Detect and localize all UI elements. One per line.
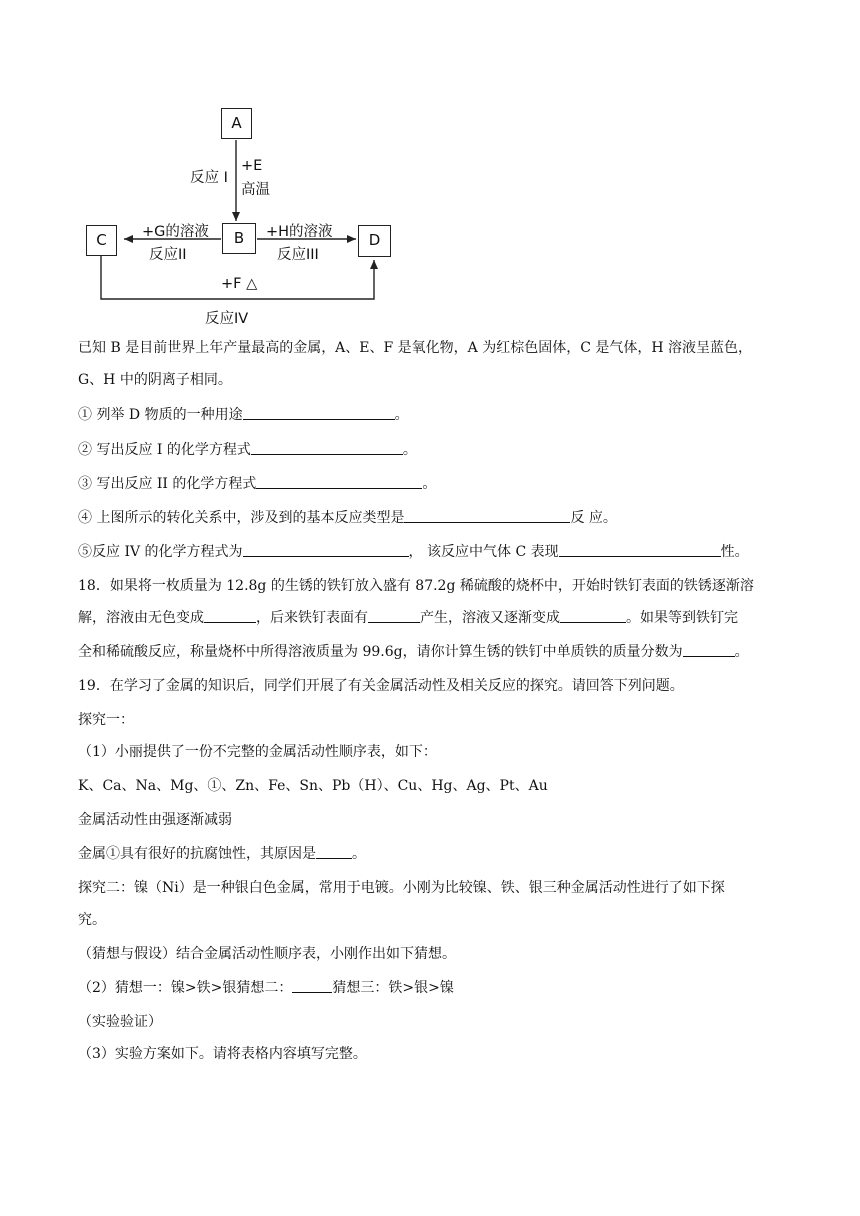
q19-line-5: 金属活动性由强逐渐减弱 [78,812,232,828]
q19-line-3: （1）小丽提供了一份不完整的金属活动性顺序表，如下： [78,744,437,760]
q19-line-11: （实验验证） [78,1014,162,1030]
reaction-3-label: 反应III [277,247,319,263]
node-d: D [358,225,391,257]
q17-item-3-end: 。 [422,476,437,492]
reaction-3-reagent: +H的溶液 [266,224,333,240]
q18-line-2-b: ，后来铁钉表面有 [256,610,368,626]
node-b: B [222,223,256,254]
q19-line-6 [78,844,366,864]
reaction-4-reagent: +F △ [221,276,258,292]
q19-line-10-b: 猜想三：铁>银>镍 [332,980,454,996]
q18-line-2 [78,608,738,628]
q19-line-1: 19．在学习了金属的知识后，同学们开展了有关金属活动性及相关反应的探究。请回答下列问题。 [78,678,684,694]
reaction-1-condition: 高温 [241,182,270,198]
q17-item-1-end: 。 [394,407,409,423]
q19-line-6-b: 。 [352,846,366,862]
reaction-1-label: 反应 I [190,170,228,186]
answer-blank[interactable] [559,542,721,557]
q18-line-3-b: 。 [734,644,749,660]
q17-item-5-end: 性。 [720,544,749,560]
reaction-2-reagent: +G的溶液 [142,224,209,240]
node-c: C [86,225,117,256]
answer-blank[interactable] [243,542,409,557]
q19-line-10-a: （2）猜想一：镍>铁>银猜想二： [78,980,293,996]
q19-line-9: （猜想与假设）结合金属活动性顺序表，小刚作出如下猜想。 [78,946,456,962]
q17-item-4-text: ④ 上图所示的转化关系中，涉及到的基本反应类型是 [78,510,405,526]
q19-line-7: 探究二：镍（Ni）是一种银白色金属，常用于电镀。小刚为比较镍、铁、银三种金属活动性进行了如下探 [78,880,725,896]
q17-item-3-text: ③ 写出反应 II 的化学方程式 [78,476,257,492]
q17-item-2-end: 。 [402,442,417,458]
q17-item-2-text: ② 写出反应 I 的化学方程式 [78,442,251,458]
answer-blank[interactable] [243,405,395,420]
q17-item-4-end: 反 应。 [570,510,617,526]
q17-intro-line-2: G、H 中的阴离子相同。 [78,372,232,388]
answer-blank[interactable] [368,608,420,623]
q17-item-5-mid: ， 该反应中气体 C 表现 [408,544,559,560]
reaction-diagram [0,0,460,330]
q17-item-5 [78,542,749,562]
q17-item-4 [78,508,617,528]
q17-item-1 [78,405,409,425]
q17-item-2 [78,440,417,460]
q19-line-2: 探究一： [78,712,134,728]
q17-item-3 [78,474,436,494]
q17-item-1-text: ① 列举 D 物质的一种用途 [78,407,243,423]
answer-blank[interactable] [316,844,352,859]
q19-line-12: （3）实验方案如下。请将表格内容填写完整。 [78,1046,367,1062]
reaction-4-label: 反应IV [205,311,249,327]
q17-item-5-text: ⑤反应 IV 的化学方程式为 [78,544,243,560]
q18-line-2-d: 。如果等到铁钉完 [626,610,738,626]
node-a: A [221,108,252,139]
q17-intro-line-1: 已知 B 是目前世界上年产量最高的金属，A、E、F 是氧化物，A 为红棕色固体，C 是气体，H 溶液呈蓝色， [78,340,753,356]
answer-blank[interactable] [204,608,256,623]
q19-line-6-a: 金属①具有很好的抗腐蚀性，其原因是 [78,846,316,862]
q18-line-3 [78,642,749,662]
answer-blank[interactable] [683,642,735,657]
q19-line-8: 究。 [78,912,106,928]
reaction-1-reagent: +E [241,158,263,174]
q18-line-1: 18．如果将一枚质量为 12.8g 的生锈的铁钉放入盛有 87.2g 稀硫酸的烧杯中，开始时铁钉表面的铁锈逐渐溶 [78,578,754,594]
q18-line-2-a: 解，溶液由无色变成 [78,610,204,626]
q19-line-4: K、Ca、Na、Mg、①、Zn、Fe、Sn、Pb（H）、Cu、Hg、Ag、Pt、Au [78,778,548,794]
answer-blank[interactable] [292,978,332,993]
reaction-2-label: 反应II [149,247,187,263]
answer-blank[interactable] [404,508,570,523]
q18-line-2-c: 产生，溶液又逐渐变成 [420,610,560,626]
answer-blank[interactable] [251,440,403,455]
q18-line-3-a: 全和稀硫酸反应，称量烧杯中所得溶液质量为 99.6g，请你计算生锈的铁钉中单质铁的质量分数为 [78,644,683,660]
answer-blank[interactable] [560,608,626,623]
answer-blank[interactable] [256,474,422,489]
q19-line-10 [78,978,454,998]
